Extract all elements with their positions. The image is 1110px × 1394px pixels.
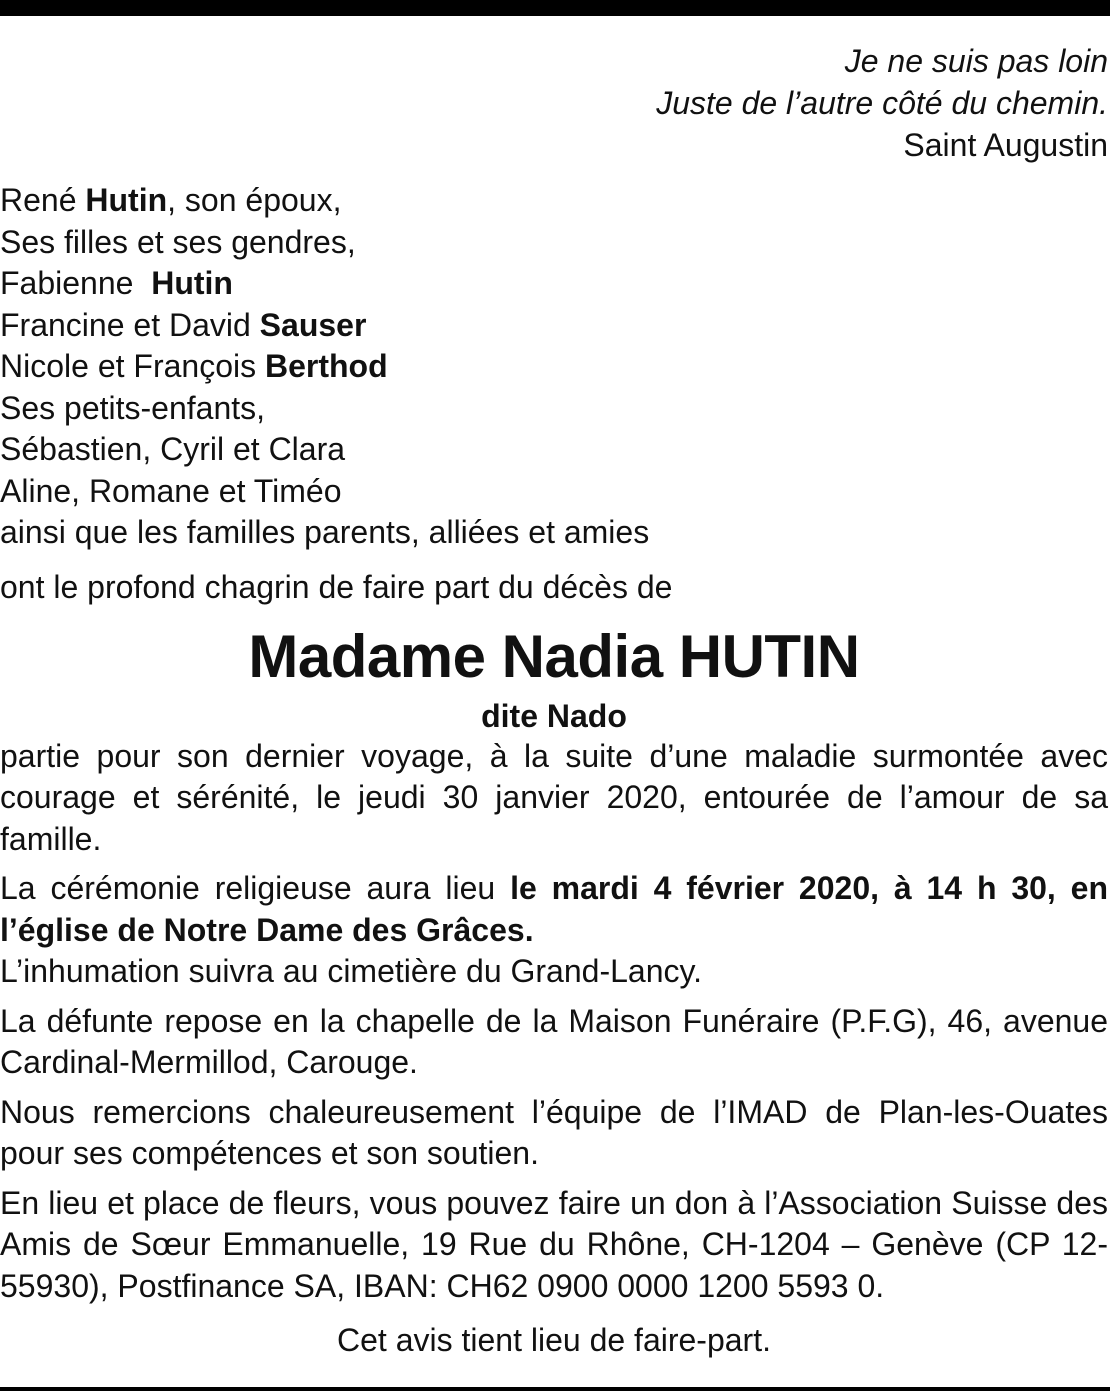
quote-author: Saint Augustin	[903, 127, 1108, 163]
family-line: Fabienne Hutin	[0, 265, 233, 301]
thanks-paragraph: Nous remercions chaleureusement l’équipe de l’IMAD de Plan-les-Ouates pour ses compétences et son soutien.	[0, 1093, 1108, 1171]
quote-line-2: Juste de l’autre côté du chemin.	[656, 85, 1108, 121]
family-line: Aline, Romane et Timéo	[0, 472, 342, 509]
ceremony-date-place: le mardi 4 février 2020, à 14 h 30, en l’église de Notre Dame des Grâces.	[0, 870, 1109, 948]
family-line: Francine et David Sauser	[0, 306, 367, 343]
family-list	[0, 180, 1108, 554]
ceremony-paragraph: La cérémonie religieuse aura lieu le mardi 4 février 2020, à 14 h 30, en l’église de Notre Dame des Grâces.	[0, 870, 1109, 948]
family-line: Nicole et François Berthod	[0, 348, 388, 384]
passing-paragraph: partie pour son dernier voyage, à la suite d’une maladie surmontée avec courage et sérénité, le jeudi 30 janvier 2020, entourée de l’amour de sa famille.	[0, 737, 1108, 857]
donation-paragraph: En lieu et place de fleurs, vous pouvez faire un don à l’Association Suisse des Amis de Sœur Emmanuelle, 19 Rue du Rhône, CH-1204 – Genève (CP 12-55930), Postfinance SA, IBAN: CH62 0900 0000 1200 5593 0.	[0, 1184, 1108, 1304]
bottom-rule	[0, 1387, 1110, 1391]
burial-paragraph: L’inhumation suivra au cimetière du Grand-Lancy.	[0, 953, 702, 989]
epigraph-quote	[0, 40, 1108, 166]
family-line: Ses filles et ses gendres,	[0, 223, 356, 260]
deceased-nickname: dite Nado	[481, 697, 627, 734]
closing-note: Cet avis tient lieu de faire-part.	[337, 1322, 771, 1358]
family-line: Ses petits-enfants,	[0, 389, 266, 426]
family-line: René Hutin, son époux,	[0, 182, 342, 218]
rest-paragraph: La défunte repose en la chapelle de la Maison Funéraire (P.F.G), 46, avenue Cardinal-Mermillod, Carouge.	[0, 1002, 1108, 1080]
obituary-notice	[0, 40, 1108, 1361]
family-line: ainsi que les familles parents, alliées et amies	[0, 514, 650, 550]
announcement-text: ont le profond chagrin de faire part du décès de	[0, 568, 673, 605]
deceased-name: Madame Nadia HUTIN	[248, 622, 860, 690]
quote-line-1: Je ne suis pas loin	[844, 43, 1108, 79]
top-rule	[0, 0, 1110, 16]
family-line: Sébastien, Cyril et Clara	[0, 431, 346, 467]
